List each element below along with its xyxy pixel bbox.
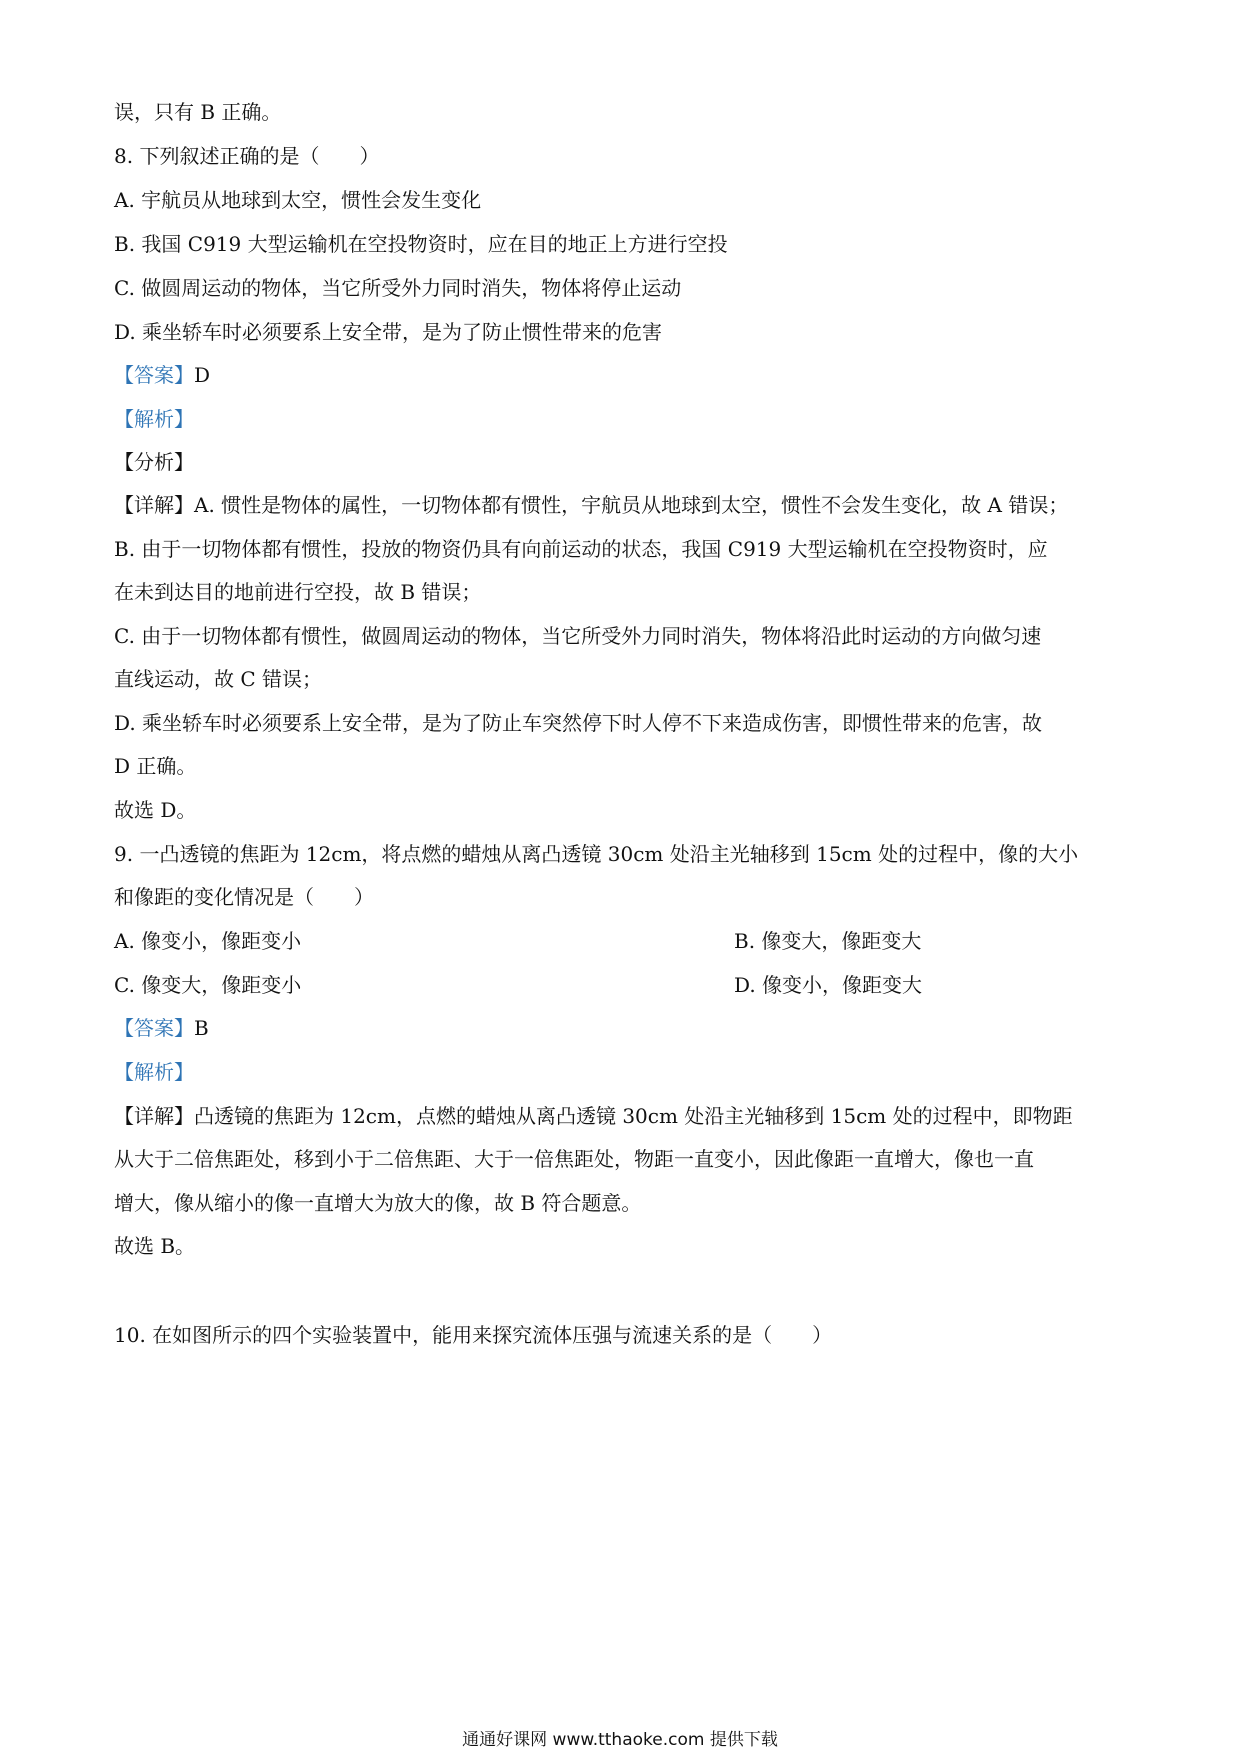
question-9-option-a: A. 像变小，像距变小 [114, 929, 302, 953]
text-line: 故选 D。 [114, 798, 197, 822]
text-line: 从大于二倍焦距处，移到小于二倍焦距、大于一倍焦距处，物距一直变小，因此像距一直增大，像也一直 [114, 1147, 1034, 1171]
analysis-tag: 【解析】 [114, 407, 194, 431]
question-9-stem-cont: 和像距的变化情况是（ ） [114, 885, 374, 909]
page-footer: 通通好课网 www.tthaoke.com 提供下载 [462, 1730, 778, 1750]
answer-value: D [194, 363, 211, 387]
question-9-option-d: D. 像变小，像距变大 [734, 973, 923, 997]
detail-text: 凸透镜的焦距为 12cm，点燃的蜡烛从离凸透镜 30cm 处沿主光轴移到 15cm 处的过程中，即物距 [194, 1104, 1073, 1128]
question-9-option-c: C. 像变大，像距变小 [114, 973, 302, 997]
detail-tag: 【详解】 [114, 1104, 194, 1128]
answer-tag: 【答案】 [114, 1016, 194, 1040]
question-9-stem: 9. 一凸透镜的焦距为 12cm，将点燃的蜡烛从离凸透镜 30cm 处沿主光轴移到 15cm 处的过程中，像的大小 [114, 842, 1079, 866]
question-8-stem: 8. 下列叙述正确的是（ ） [114, 144, 380, 168]
analysis-line-q9 [114, 1057, 1124, 1087]
question-9-options-row2 [114, 970, 1124, 1000]
text-line: 误，只有 B 正确。 [114, 100, 282, 124]
text-line: C. 由于一切物体都有惯性，做圆周运动的物体，当它所受外力同时消失，物体将沿此时运动的方向做匀速 [114, 624, 1042, 648]
question-8-option-a: A. 宇航员从地球到太空，惯性会发生变化 [114, 188, 482, 212]
answer-tag: 【答案】 [114, 363, 194, 387]
detail-tag: 【详解】 [114, 493, 194, 517]
question-8-option-d: D. 乘坐轿车时必须要系上安全带，是为了防止惯性带来的危害 [114, 320, 663, 344]
text-line: 增大，像从缩小的像一直增大为放大的像，故 B 符合题意。 [114, 1191, 642, 1215]
question-8-option-b: B. 我国 C919 大型运输机在空投物资时，应在目的地正上方进行空投 [114, 232, 728, 256]
text-line: D 正确。 [114, 754, 197, 778]
detail-line-q9 [114, 1101, 1124, 1131]
fenxi-line: 【分析】 [114, 450, 194, 474]
answer-line-q8 [114, 360, 1124, 390]
question-10-stem: 10. 在如图所示的四个实验装置中，能用来探究流体压强与流速关系的是（ ） [114, 1323, 833, 1347]
text-line: B. 由于一切物体都有惯性，投放的物资仍具有向前运动的状态，我国 C919 大型运输机在空投物资时，应 [114, 537, 1048, 561]
question-8-option-c: C. 做圆周运动的物体，当它所受外力同时消失，物体将停止运动 [114, 276, 682, 300]
detail-line-q8 [114, 490, 1124, 520]
analysis-tag: 【解析】 [114, 1060, 194, 1084]
answer-value: B [194, 1016, 209, 1040]
answer-line-q9 [114, 1013, 1124, 1043]
text-line: 直线运动，故 C 错误； [114, 667, 323, 691]
question-9-option-b: B. 像变大，像距变大 [734, 929, 922, 953]
question-9-options-row1 [114, 926, 1124, 956]
detail-text: A. 惯性是物体的属性，一切物体都有惯性，宇航员从地球到太空，惯性不会发生变化，故 A 错误； [194, 493, 1069, 517]
text-line: 在未到达目的地前进行空投，故 B 错误； [114, 580, 482, 604]
text-line: 故选 B。 [114, 1234, 196, 1258]
text-line: D. 乘坐轿车时必须要系上安全带，是为了防止车突然停下时人停不下来造成伤害，即惯性带来的危害，故 [114, 711, 1043, 735]
analysis-line-q8 [114, 404, 1124, 434]
